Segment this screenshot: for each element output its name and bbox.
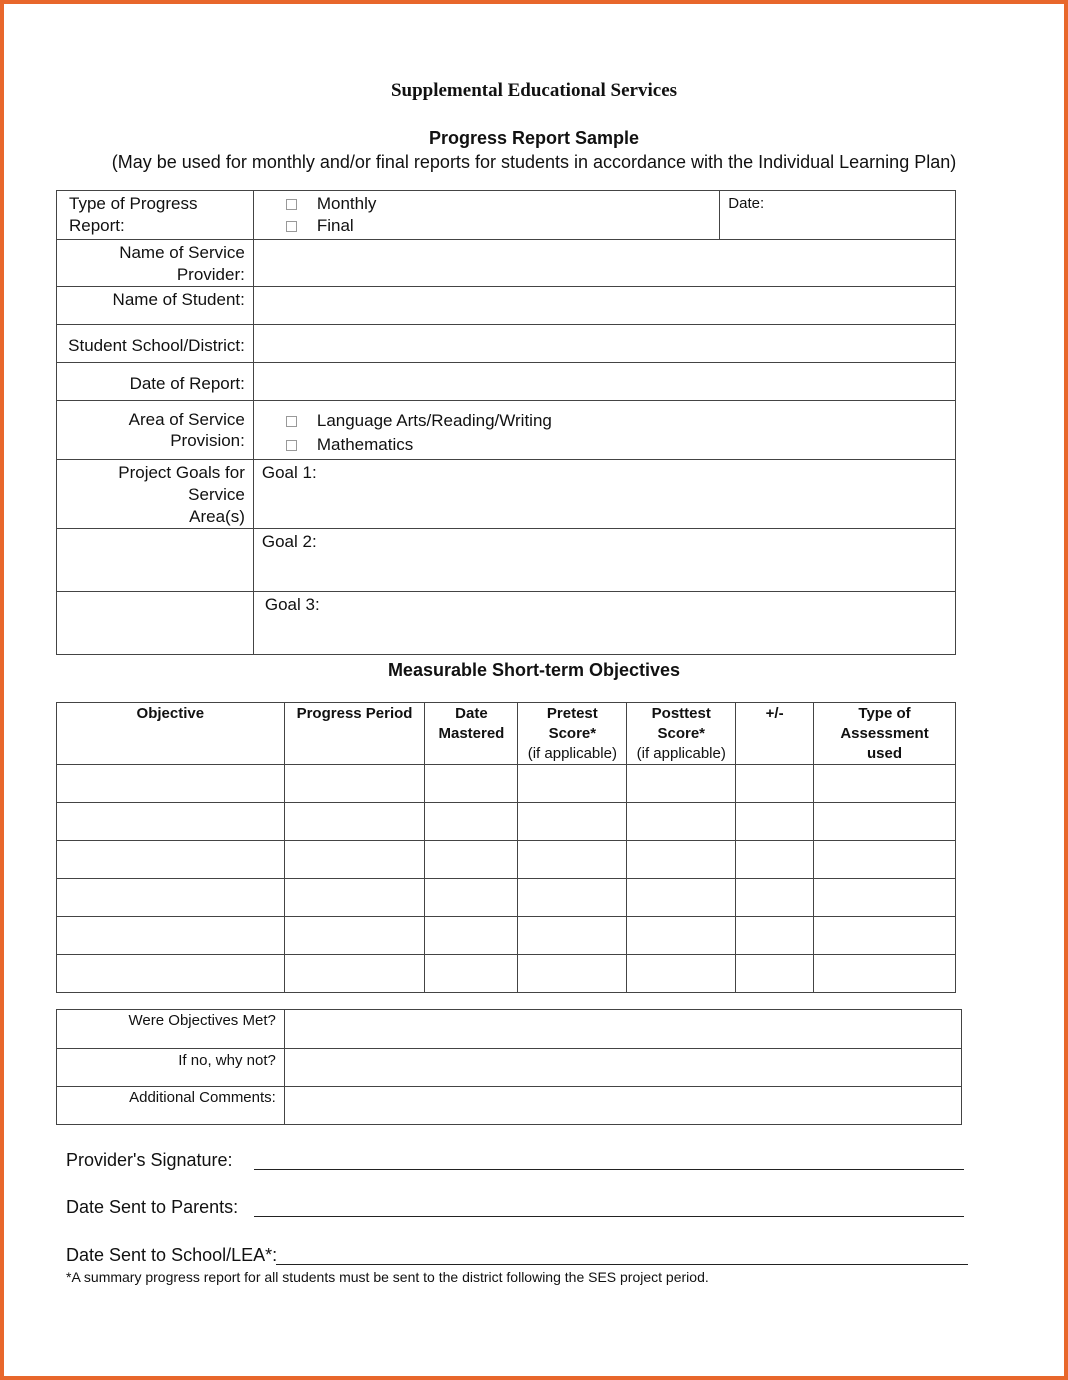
- col-pretest-line2: Score*: [548, 725, 597, 742]
- option-language-arts-label: Language Arts/Reading/Writing: [316, 411, 552, 430]
- table-cell[interactable]: [627, 955, 736, 993]
- table-cell[interactable]: [814, 955, 956, 993]
- table-cell[interactable]: [284, 917, 425, 955]
- col-assessment-line2: Assessment: [840, 725, 929, 742]
- table-cell[interactable]: [284, 879, 425, 917]
- area-of-service-label-line1: Area of Service: [128, 410, 245, 429]
- checkbox-final[interactable]: [286, 221, 297, 232]
- provider-signature-line[interactable]: [254, 1169, 964, 1170]
- report-subtitle: Progress Report Sample: [428, 128, 640, 148]
- table-cell[interactable]: [627, 879, 736, 917]
- table-cell[interactable]: [518, 917, 627, 955]
- why-not-field[interactable]: [284, 1049, 961, 1087]
- option-mathematics[interactable]: [254, 433, 947, 457]
- footnote: *A summary progress report for all students must be sent to the district following the SES project period.: [66, 1269, 709, 1285]
- goal-1-field[interactable]: [253, 460, 955, 529]
- table-cell[interactable]: [425, 917, 518, 955]
- checkbox-mathematics[interactable]: [286, 440, 297, 451]
- objectives-met-label: Were Objectives Met?: [57, 1010, 285, 1049]
- table-cell[interactable]: [736, 841, 814, 879]
- date-of-report-label: Date of Report:: [57, 363, 254, 401]
- goal-2-label: Goal 2:: [261, 532, 317, 551]
- table-cell[interactable]: [57, 917, 285, 955]
- table-cell[interactable]: [736, 765, 814, 803]
- table-cell[interactable]: [518, 803, 627, 841]
- project-goals-label-line2: Area(s): [189, 507, 245, 526]
- table-row: [57, 803, 956, 841]
- table-row: [57, 917, 956, 955]
- col-date-mastered: [425, 703, 518, 765]
- type-of-report-label: Type of Progress Report:: [57, 191, 254, 240]
- col-plus-minus-label: +/-: [765, 705, 784, 722]
- col-plus-minus: [736, 703, 814, 765]
- table-cell[interactable]: [814, 917, 956, 955]
- col-progress-period: [284, 703, 425, 765]
- col-pretest-line3: (if applicable): [527, 745, 617, 762]
- col-assessment-type: [814, 703, 956, 765]
- col-posttest-score: [627, 703, 736, 765]
- table-cell[interactable]: [627, 917, 736, 955]
- goals-label-spacer-2: [57, 529, 254, 592]
- table-cell[interactable]: [284, 841, 425, 879]
- objectives-table: [56, 702, 956, 993]
- table-cell[interactable]: [284, 955, 425, 993]
- additional-comments-label: Additional Comments:: [57, 1087, 285, 1125]
- table-cell[interactable]: [736, 917, 814, 955]
- why-not-label: If no, why not?: [57, 1049, 285, 1087]
- col-posttest-line3: (if applicable): [636, 745, 726, 762]
- date-sent-school-line[interactable]: [276, 1264, 968, 1265]
- col-objective: [57, 703, 285, 765]
- area-of-service-label: [57, 401, 254, 460]
- table-cell[interactable]: [518, 879, 627, 917]
- service-provider-label-line1: Name of Service: [119, 243, 245, 262]
- option-mathematics-label: Mathematics: [316, 435, 414, 454]
- col-date-mastered-line1: Date: [455, 705, 488, 722]
- area-options: [253, 401, 955, 460]
- checkbox-monthly[interactable]: [286, 199, 297, 210]
- report-info-table: [56, 190, 956, 655]
- table-cell[interactable]: [284, 803, 425, 841]
- date-sent-school-label: Date Sent to School/LEA*:: [66, 1245, 278, 1265]
- table-cell[interactable]: [57, 803, 285, 841]
- table-cell[interactable]: [57, 765, 285, 803]
- table-cell[interactable]: [425, 841, 518, 879]
- service-provider-field[interactable]: [253, 240, 955, 287]
- table-row: [57, 955, 956, 993]
- table-cell[interactable]: [57, 841, 285, 879]
- table-row: [57, 765, 956, 803]
- goal-1-label: Goal 1:: [261, 463, 317, 482]
- date-label: Date:: [728, 195, 765, 212]
- area-of-service-label-line2: Provision:: [170, 431, 245, 450]
- project-goals-label-line1: Project Goals for Service: [118, 463, 245, 504]
- table-cell[interactable]: [425, 879, 518, 917]
- option-monthly-label: Monthly: [316, 194, 377, 213]
- goal-3-label: Goal 3:: [264, 595, 320, 614]
- table-cell[interactable]: [627, 765, 736, 803]
- project-goals-label: [57, 460, 254, 529]
- student-name-label: Name of Student:: [57, 287, 254, 325]
- table-cell[interactable]: [814, 879, 956, 917]
- service-provider-label-line2: Provider:: [176, 265, 245, 284]
- col-assessment-line1: Type of: [858, 705, 911, 722]
- date-of-report-field[interactable]: [253, 363, 955, 401]
- table-cell[interactable]: [814, 803, 956, 841]
- col-objective-label: Objective: [136, 705, 205, 722]
- table-cell[interactable]: [284, 765, 425, 803]
- option-language-arts[interactable]: [254, 409, 947, 433]
- date-sent-parents-line[interactable]: [254, 1216, 964, 1217]
- table-cell[interactable]: [425, 955, 518, 993]
- report-type-options: [253, 191, 719, 240]
- school-district-label: Student School/District:: [57, 325, 254, 363]
- col-posttest-line2: Score*: [657, 725, 706, 742]
- school-district-field[interactable]: [253, 325, 955, 363]
- table-cell[interactable]: [57, 955, 285, 993]
- usage-note: (May be used for monthly and/or final reports for students in accordance with the Individual Learning Plan): [111, 152, 957, 172]
- objectives-met-field[interactable]: [284, 1010, 961, 1049]
- date-sent-parents-label: Date Sent to Parents:: [66, 1197, 239, 1217]
- table-cell[interactable]: [736, 955, 814, 993]
- service-provider-label: [57, 240, 254, 287]
- col-pretest-score: [518, 703, 627, 765]
- provider-signature-label: Provider's Signature:: [66, 1150, 233, 1170]
- objectives-heading: Measurable Short-term Objectives: [387, 660, 681, 680]
- col-pretest-line1: Pretest: [546, 705, 598, 722]
- col-progress-period-label: Progress Period: [296, 705, 413, 722]
- goal-2-field[interactable]: [253, 529, 955, 592]
- table-cell[interactable]: [518, 841, 627, 879]
- goal-3-field[interactable]: [253, 592, 955, 655]
- table-cell[interactable]: [518, 955, 627, 993]
- document-title: Supplemental Educational Services: [390, 80, 678, 101]
- table-cell[interactable]: [57, 879, 285, 917]
- outcome-table: [56, 1009, 962, 1125]
- option-monthly[interactable]: [254, 193, 711, 215]
- col-posttest-line1: Posttest: [651, 705, 711, 722]
- table-row: [57, 879, 956, 917]
- table-cell[interactable]: [814, 841, 956, 879]
- col-date-mastered-line2: Mastered: [438, 725, 505, 742]
- goals-label-spacer-3: [57, 592, 254, 655]
- table-cell[interactable]: [736, 803, 814, 841]
- additional-comments-field[interactable]: [284, 1087, 961, 1125]
- table-cell[interactable]: [425, 765, 518, 803]
- table-row: [57, 841, 956, 879]
- table-cell[interactable]: [518, 765, 627, 803]
- student-name-field[interactable]: [253, 287, 955, 325]
- table-cell[interactable]: [627, 803, 736, 841]
- table-cell[interactable]: [736, 879, 814, 917]
- option-final-label: Final: [316, 216, 354, 235]
- objectives-header-row: [57, 703, 956, 765]
- checkbox-language-arts[interactable]: [286, 416, 297, 427]
- option-final[interactable]: [254, 215, 711, 237]
- col-assessment-line3: used: [867, 745, 903, 762]
- table-cell[interactable]: [814, 765, 956, 803]
- table-cell[interactable]: [425, 803, 518, 841]
- table-cell[interactable]: [627, 841, 736, 879]
- date-field[interactable]: [720, 191, 956, 240]
